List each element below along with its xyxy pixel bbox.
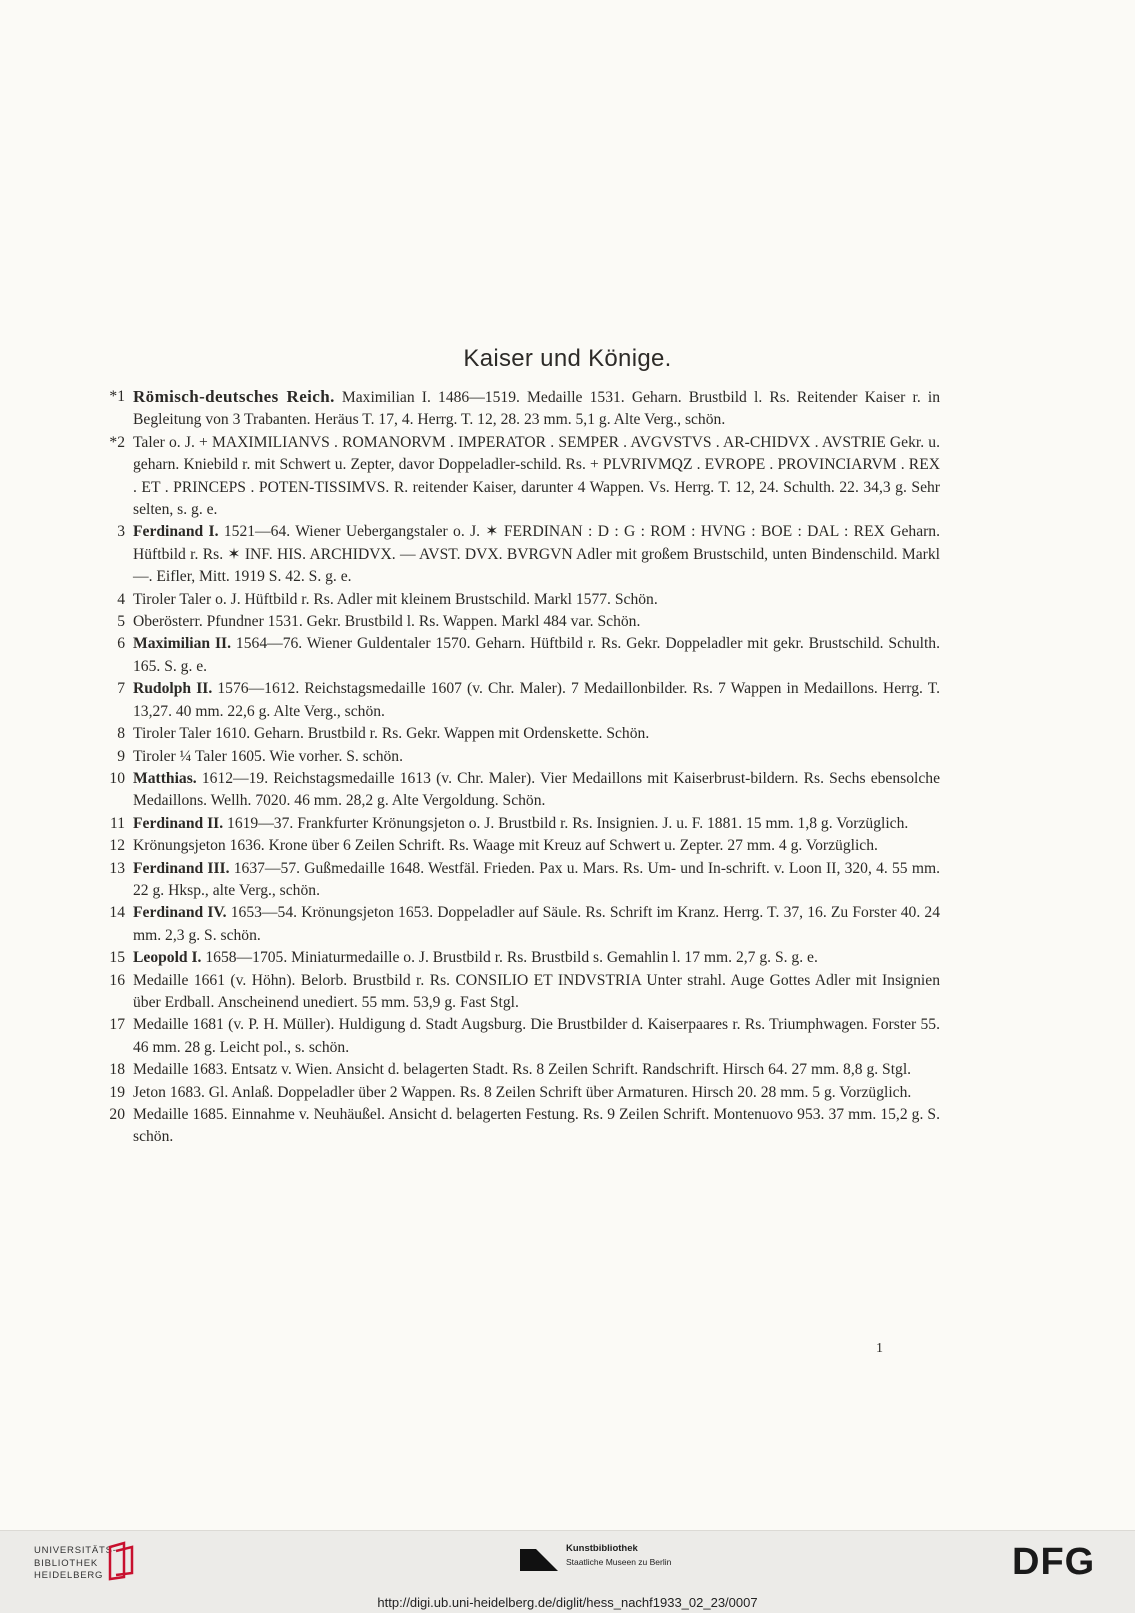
entry-number: 16 bbox=[109, 971, 125, 989]
catalog-entry bbox=[95, 678, 940, 723]
entry-description: Tiroler Taler o. J. Hüftbild r. Rs. Adler mit kleinem Brustschild. Markl 1577. Schön. bbox=[133, 590, 658, 608]
entry-description: Maximilian I. 1486—1519. Medaille 1531. Geharn. Brustbild l. Rs. Reitender Kaiser r. in Begleitung von 3 Trabanten. Heräus T. 17, 4. Herrg. T. 12, 28. 23 mm. 5,1 g. Alte Verg., schön. bbox=[133, 389, 940, 429]
catalog-entry bbox=[95, 386, 940, 432]
entry-heading: Ferdinand IV. bbox=[133, 904, 227, 922]
entry-heading: Matthias. bbox=[133, 769, 197, 787]
uni-label-line2: BIBLIOTHEK bbox=[34, 1557, 98, 1569]
catalog-entry bbox=[95, 947, 940, 969]
catalog-entry bbox=[95, 723, 940, 745]
catalog-entry bbox=[95, 633, 940, 678]
entry-number: 14 bbox=[109, 904, 125, 922]
catalog-entry bbox=[95, 902, 940, 947]
catalog-entry bbox=[95, 521, 940, 588]
entry-number: 5 bbox=[117, 613, 125, 631]
entry-number: 8 bbox=[117, 725, 125, 743]
catalog-entry bbox=[95, 589, 940, 611]
entry-number: 6 bbox=[117, 635, 125, 653]
entry-number: 17 bbox=[109, 1016, 125, 1034]
catalog-entry bbox=[95, 1104, 940, 1149]
entry-description: 1521—64. Wiener Uebergangstaler o. J. ✶ FERDINAN : D : G : ROM : HVNG : BOE : DAL : REX Geharn. Hüftbild r. Rs. ✶ INF. HIS. ARCHIDVX. — AVST. DVX. BVRGVN Adler mit großem Brustschild, unten Bindenschild. Markl —. Eifler, Mitt. 1919 S. 42. S. g. e. bbox=[133, 523, 940, 586]
catalog-entry bbox=[95, 768, 940, 813]
entry-description: Oberösterr. Pfundner 1531. Gekr. Brustbild l. Rs. Wappen. Markl 484 var. Schön. bbox=[133, 613, 641, 631]
entry-number: 18 bbox=[109, 1061, 125, 1079]
catalog-entry bbox=[95, 1059, 940, 1081]
entry-description: 1576—1612. Reichstagsmedaille 1607 (v. Chr. Maler). 7 Medaillonbilder. Rs. 7 Wappen in Medaillons. Herrg. T. 13,27. 40 mm. 22,6 g. Alte Verg., schön. bbox=[133, 680, 941, 720]
catalog-entry bbox=[95, 1014, 940, 1059]
catalog-entry bbox=[95, 858, 940, 903]
entry-description: Jeton 1683. Gl. Anlaß. Doppeladler über 2 Wappen. Rs. 8 Zeilen Schrift über Armaturen. Hirsch 20. 28 mm. 5 g. Vorzüglich. bbox=[133, 1083, 912, 1101]
entry-number: 9 bbox=[117, 747, 125, 765]
catalog-entry bbox=[95, 835, 940, 857]
kunstbibliothek-logo-icon[interactable] bbox=[520, 1543, 558, 1577]
entry-heading: Leopold I. bbox=[133, 949, 202, 967]
viewer-footer bbox=[0, 1530, 1135, 1613]
uni-label-line1: UNIVERSITÄTS- bbox=[34, 1545, 117, 1556]
entry-heading: Römisch-deutsches Reich. bbox=[133, 387, 335, 406]
university-library-label bbox=[34, 1545, 117, 1583]
entry-description: 1619—37. Frankfurter Krönungsjeton o. J. Brustbild r. Rs. Insignien. J. u. F. 1881. 15 mm. 1,8 g. Vorzüglich. bbox=[223, 814, 909, 832]
dfg-logo[interactable]: DFG bbox=[1012, 1541, 1096, 1583]
catalog-entry bbox=[95, 970, 940, 1015]
section-title: Kaiser und Könige. bbox=[463, 345, 672, 372]
entry-description: Taler o. J. + MAXIMILIANVS . ROMANORVM . IMPERATOR . SEMPER . AVGVSTVS . AR-CHIDVX . AVSTRIE Gekr. u. geharn. Kniebild r. mit Schwert u. Zepter, davor Doppeladler-schild. Rs. + PLVRIVMQZ . EVROPE . PROVINCIARVM . REX . ET . PRINCEPS . POTEN-TISSIMVS. R. reitender Kaiser, darunter 4 Wappen. Vs. Herrg. T. 12, 24. Schulth. 22. 34,3 g. Sehr selten, s. g. e. bbox=[133, 433, 940, 519]
entry-description: Medaille 1681 (v. P. H. Müller). Huldigung d. Stadt Augsburg. Die Brustbilder d. Kaiserpaares r. Rs. Triumphwagen. Forster 55. 46 mm. 28 g. Leicht pol., s. schön. bbox=[133, 1016, 940, 1056]
entry-number: 11 bbox=[109, 814, 125, 832]
catalog-entry bbox=[95, 1082, 940, 1104]
entry-description: 1564—76. Wiener Guldentaler 1570. Geharn. Hüftbild r. Rs. Gekr. Doppeladler mit gekr. Brustschild. Schulth. 165. S. g. e. bbox=[133, 635, 940, 675]
catalog-entry bbox=[95, 432, 940, 522]
entry-description: 1653—54. Krönungsjeton 1653. Doppeladler auf Säule. Rs. Schrift im Kranz. Herrg. T. 37, 16. Zu Forster 40. 24 mm. 2,3 g. S. schön. bbox=[133, 904, 940, 944]
entry-number: *2 bbox=[109, 433, 125, 451]
entry-number: 10 bbox=[109, 769, 125, 787]
page-number: 1 bbox=[876, 1341, 883, 1356]
entry-heading: Ferdinand II. bbox=[133, 814, 224, 832]
entry-description: Medaille 1661 (v. Höhn). Belorb. Brustbild r. Rs. CONSILIO ET INDVSTRIA Unter strahl. Auge Gottes Adler mit Insignien über Erdball. Anscheinend unediert. 55 mm. 53,9 g. Fast Stgl. bbox=[133, 971, 940, 1011]
entry-number: 19 bbox=[109, 1083, 125, 1101]
entry-number: 13 bbox=[109, 859, 125, 877]
kb-label-line1: Kunstbibliothek bbox=[566, 1543, 638, 1554]
entry-heading: Ferdinand III. bbox=[133, 859, 230, 877]
entry-description: Tiroler ¼ Taler 1605. Wie vorher. S. schön. bbox=[133, 747, 403, 765]
entry-description: 1612—19. Reichstagsmedaille 1613 (v. Chr. Maler). Vier Medaillons mit Kaiserbrust-bildern. Rs. Sechs ebensolche Medaillons. Wellh. 7020. 46 mm. 28,2 g. Alte Vergoldung. Schön. bbox=[133, 769, 940, 810]
catalog-entry bbox=[95, 746, 940, 768]
university-library-logo-icon[interactable] bbox=[106, 1541, 136, 1581]
entry-number: *1 bbox=[109, 388, 125, 405]
permalink-url[interactable]: http://digi.ub.uni-heidelberg.de/diglit/hess_nachf1933_02_23/0007 bbox=[377, 1595, 758, 1610]
entry-heading: Rudolph II. bbox=[133, 680, 213, 698]
entry-description: 1658—1705. Miniaturmedaille o. J. Brustbild r. Rs. Brustbild s. Gemahlin l. 17 mm. 2,7 g. S. g. e. bbox=[201, 949, 818, 967]
uni-label-line3: HEIDELBERG bbox=[34, 1570, 104, 1581]
entry-description: Krönungsjeton 1636. Krone über 6 Zeilen Schrift. Rs. Waage mit Kreuz auf Schwert u. Zepter. 27 mm. 4 g. Vorzüglich. bbox=[133, 837, 878, 855]
entry-description: 1637—57. Gußmedaille 1648. Westfäl. Frieden. Pax u. Mars. Rs. Um- und In-schrift. v. Loon II, 320, 4. 55 mm. 22 g. Hksp., alte Verg., schön. bbox=[133, 859, 940, 899]
entry-number: 4 bbox=[117, 590, 125, 608]
entry-number: 12 bbox=[109, 837, 125, 855]
catalog-entry bbox=[95, 611, 940, 633]
kb-label-line2: Staatliche Museen zu Berlin bbox=[566, 1557, 672, 1567]
entry-heading: Ferdinand I. bbox=[133, 523, 219, 541]
catalog-entry bbox=[95, 813, 940, 835]
catalog-entries bbox=[95, 386, 940, 1149]
entry-description: Medaille 1685. Einnahme v. Neuhäußel. Ansicht d. belagerten Festung. Rs. 9 Zeilen Schrift. Montenuovo 953. 37 mm. 15,2 g. S. schön. bbox=[133, 1106, 940, 1146]
entry-heading: Maximilian II. bbox=[133, 635, 232, 653]
entry-description: Tiroler Taler 1610. Geharn. Brustbild r. Rs. Gekr. Wappen mit Ordenskette. Schön. bbox=[133, 725, 650, 743]
entry-description: Medaille 1683. Entsatz v. Wien. Ansicht d. belagerten Stadt. Rs. 8 Zeilen Schrift. Randschrift. Hirsch 64. 27 mm. 8,8 g. Stgl. bbox=[133, 1061, 912, 1079]
entry-number: 3 bbox=[117, 523, 125, 541]
entry-number: 20 bbox=[109, 1106, 125, 1123]
kunstbibliothek-label bbox=[566, 1543, 671, 1567]
entry-number: 7 bbox=[117, 680, 125, 698]
entry-number: 15 bbox=[109, 949, 125, 967]
